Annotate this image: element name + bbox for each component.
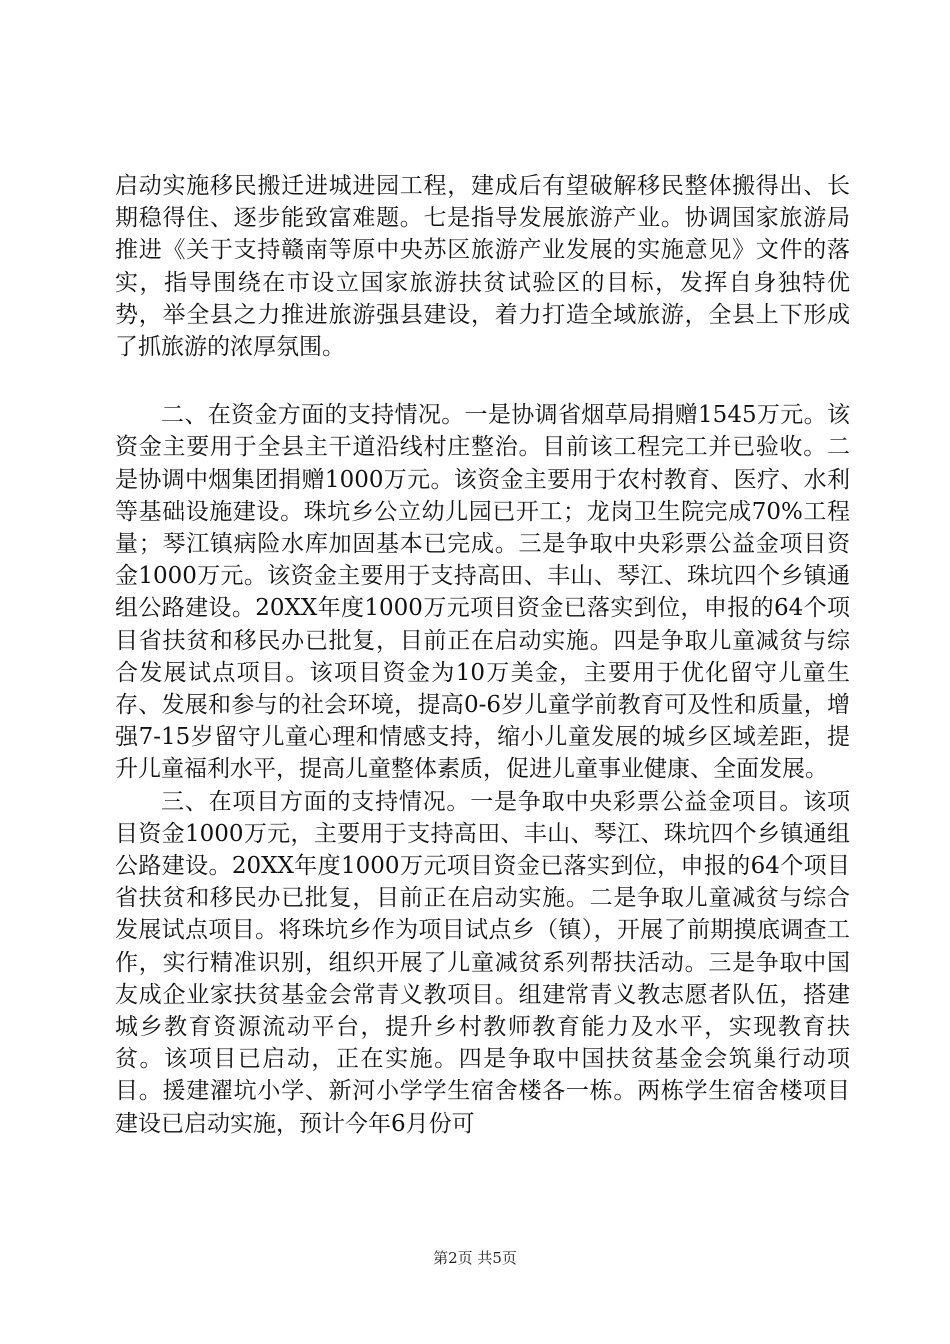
paragraph-gap [115, 363, 850, 399]
page-footer: 第2页 共5页 [433, 1249, 517, 1267]
paragraph-funding-support: 二、在资金方面的支持情况。一是协调省烟草局捐赠1545万元。该资金主要用于全县主干道沿线村庄整治。目前该工程完工并已验收。二是协调中烟集团捐赠1000万元。该资金主要用于农村教育、医疗、水利等基础设施建设。珠坑乡公立幼儿园已开工；龙岗卫生院完成70%工程量；琴江镇病险水库加固基本已完成。三是争取中央彩票公益金项目资金1000万元。该资金主要用于支持高田、丰山、琴江、珠坑四个乡镇通组公路建设。20XX年度1000万元项目资金已落实到位，申报的64个项目省扶贫和移民办已批复，目前正在启动实施。四是争取儿童减贫与综合发展试点项目。该项目资金为10万美金，主要用于优化留守儿童生存、发展和参与的社会环境，提高0-6岁儿童学前教育可及性和质量，增强7-15岁留守儿童心理和情感支持，缩小儿童发展的城乡区域差距，提升儿童福利水平，提高儿童整体素质，促进儿童事业健康、全面发展。 [115, 402, 850, 783]
document-body [115, 170, 850, 1140]
paragraph-continued: 启动实施移民搬迁进城进园工程，建成后有望破解移民整体搬得出、长期稳得住、逐步能致富难题。七是指导发展旅游产业。协调国家旅游局推进《关于支持赣南等原中央苏区旅游产业发展的实施意见》文件的落实，指导围绕在市设立国家旅游扶贫试验区的目标，发挥自身独特优势，举全县之力推进旅游强县建设，着力打造全域旅游，全县上下形成了抓旅游的浓厚氛围。 [115, 173, 850, 361]
paragraph-project-support: 三、在项目方面的支持情况。一是争取中央彩票公益金项目。该项目资金1000万元，主要用于支持高田、丰山、琴江、珠坑四个乡镇通组公路建设。20XX年度1000万元项目资金已落实到位，申报的64个项目省扶贫和移民办已批复，目前正在启动实施。二是争取儿童减贫与综合发展试点项目。将珠坑乡作为项目试点乡（镇），开展了前期摸底调查工作，实行精准识别，组织开展了儿童减贫系列帮扶活动。三是争取中国友成企业家扶贫基金会常青义教项目。组建常青义教志愿者队伍，搭建城乡教育资源流动平台，提升乡村教师教育能力及水平，实现教育扶贫。该项目已启动，正在实施。四是争取中国扶贫基金会筑巢行动项目。援建濯坑小学、新河小学学生宿舍楼各一栋。两栋学生宿舍楼项目建设已启动实施，预计今年6月份可 [115, 788, 850, 1137]
